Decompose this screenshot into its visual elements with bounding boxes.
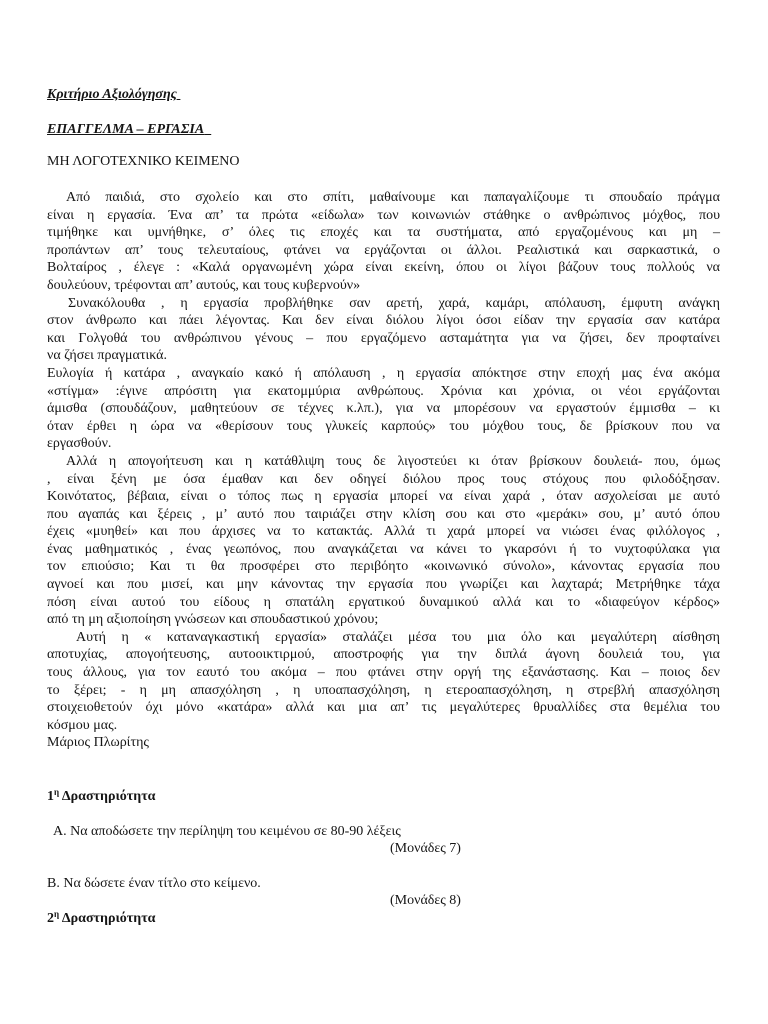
- paragraph: [47, 629, 720, 735]
- body-line: να ζήσει πραγματικά.: [47, 348, 168, 364]
- activity-heading: [47, 788, 155, 806]
- ordinal-suffix: η: [54, 787, 60, 797]
- body-line: κόσμου μας.: [47, 717, 118, 733]
- body-line: αγνοεί και που μισεί, και μην κάνοντας την εργασία που γνωρίζει και λαχταρά; Μετρήθηκε τάχα: [47, 577, 720, 593]
- body-line: ένας μαθηματικός , ένας γεωπόνος, που αναγκάζεται να κάνει το γκαρσόνι ή το νυχτοφύλακα για: [47, 541, 720, 557]
- body-line: και Γολγοθά του ανθρώπινου γένους – που εργαζόμενο ασταμάτητα για να ζήσει, δεν προφταίνει: [47, 330, 720, 346]
- author-signature: Μάριος Πλωρίτης: [47, 735, 149, 751]
- body-line: άμισθα (σπουδάζουν, μαθητεύουν σε τέχνες κ.λπ.), για να μπορέσουν να εργαστούν έμμισθα – κι: [47, 401, 720, 417]
- task-text: Β. Να δώσετε έναν τίτλο στο κείμενο.: [47, 876, 261, 891]
- ordinal-suffix: η: [54, 909, 60, 919]
- body-line: το ξέρει; - η μη απασχόληση , η υποαπασχόληση, η ετεροαπασχόληση, η στρεβλή απασχόληση: [47, 682, 720, 698]
- body-line: τους άλλους, για τον εαυτό του ακόμα – που φτάνει στην οργή της εξανάστασης. Και – ποιος δεν: [47, 665, 720, 681]
- activity-heading: [47, 910, 155, 928]
- body-line: εργασθούν.: [47, 436, 112, 452]
- activity-number: 2: [47, 911, 54, 926]
- body-line: τον επιούσιο; Και τι θα προσφέρει στο περιβόητο «κοινωνικό σύνολο», κάνοντας εργασία που: [47, 559, 720, 575]
- task-points: (Μονάδες 8): [390, 893, 461, 908]
- activity-label: Δραστηριότητα: [61, 789, 156, 804]
- body-line: Βολταίρος , έλεγε : «Καλά οργανωμένη χώρα είναι εκείνη, όπου οι λίγοι βάζουν τους πολλούς να: [47, 260, 720, 276]
- task-text: Α. Να αποδώσετε την περίληψη του κειμένου σε 80-90 λέξεις: [53, 824, 401, 839]
- body-line: έχεις «μυηθεί» και που άρχισες να το κατακτάς. Αλλά τι χαρά μπορεί να νιώσει ένας φιλόλογος ,: [47, 524, 720, 540]
- body-line: Συνακόλουθα , η εργασία προβλήθηκε σαν αρετή, χαρά, καμάρι, απόλαυση, έμφυτη ανάγκη: [68, 295, 720, 311]
- body-line: όταν έρθει η ώρα να «θερίσουν τους γλυκείς καρπούς» του μόχθου τους, δε βρίσκουν που να: [47, 418, 720, 434]
- body-line: δουλεύουν, τρέφονται απ’ αυτούς, και τους κυβερνούν»: [47, 277, 361, 293]
- paragraph: [47, 453, 720, 629]
- body-line: Αλλά η απογοήτευση και η κατάθλιψη τους δε λιγοστεύει κι όταν βρίσκουν δουλειά- που, όμως: [66, 453, 720, 469]
- body-line: Ευλογία ή κατάρα , αναγκαίο κακό ή απόλαυση , η εργασία απόκτησε στην εποχή μας ένα ακόμα: [47, 365, 720, 381]
- body-line: «στίγμα» :έγινε απρόσιτη για εκατομμύρια ανθρώπους. Χρόνια και χρόνια, οι νέοι εργάζονται: [47, 383, 720, 399]
- task-points: (Μονάδες 7): [390, 841, 461, 856]
- activity-label: Δραστηριότητα: [61, 911, 156, 926]
- body-line: στον άνθρωπο και πάει λέγοντας. Και δεν είναι διόλου λίγοι όσοι είδαν την εργασία σαν κατάρα: [47, 313, 720, 329]
- article-body: [47, 189, 720, 752]
- text-type-heading: ΜΗ ΛΟΓΟΤΕΧΝΙΚΟ ΚΕΙΜΕΝΟ: [47, 154, 240, 169]
- body-line: πόση είναι αυτού του είδους η σπατάλη εργατικού δυναμικού αλλά και το «διαφεύγον κέρδος»: [47, 594, 720, 610]
- body-line: Αυτή η « καταναγκαστική εργασία» σταλάζει μέσα του μια όλο και μεγαλύτερη αίσθηση: [76, 629, 720, 645]
- document-title: Κριτήριο Αξιολόγησης: [47, 87, 177, 102]
- body-line: αποτυχίας, απογοήτευσης, αυτοοικτιρμού, αποστροφής για την διπλά άγονη δουλειά του, για: [47, 647, 720, 663]
- paragraph: [47, 295, 720, 365]
- activity-number: 1: [47, 789, 54, 804]
- body-line: προπάντων απ’ τους τελευταίους, φτάνει να εργάζονται οι άλλοι. Ρεαλιστικά και σαρκαστικά, ο: [47, 242, 720, 258]
- section-title: ΕΠΑΓΓΕΛΜΑ – ΕΡΓΑΣΙΑ: [47, 122, 205, 137]
- body-line: Κοινότατος, βέβαια, είναι ο τόπος πως η εργασία μπορεί να είναι χαρά , όταν ασχολείσαι με αυτό: [47, 489, 720, 505]
- paragraph: [47, 365, 720, 453]
- body-line: στοιχειοθετούν όχι μόνο «κατάρα» αλλά και μια απ’ τις μεγαλύτερες θρυαλλίδες στα θεμέλια του: [47, 700, 720, 716]
- paragraph: [47, 189, 720, 295]
- body-line: που αγαπάς και ξέρεις , μ’ αυτό που ταιριάζει στην κλίση σου και στο «μεράκι» σου, μ’ αυτό όπου: [47, 506, 720, 522]
- body-line: είναι η εργασία. Ένα απ’ τα πρώτα «είδωλα» των κοινωνιών στάθηκε ο ανθρώπινος μόχθος, που: [47, 207, 720, 223]
- body-line: Από παιδιά, στο σχολείο και στο σπίτι, μαθαίνουμε και παπαγαλίζουμε τι σπουδαίο πράγμα: [66, 190, 720, 205]
- body-line: από τη μη αξιοποίηση γνώσεων και σπουδαστικού χρόνου;: [47, 612, 379, 628]
- body-line: , είναι ξένη με όσα έμαθαν και δεν οδηγεί διόλου προς τους στόχους που φιλοδόξησαν.: [47, 471, 720, 487]
- body-line: τιμήθηκε και υμνήθηκε, σ’ όλες τις εποχές και τα συστήματα, από εργαζομένους και μη –: [47, 225, 720, 241]
